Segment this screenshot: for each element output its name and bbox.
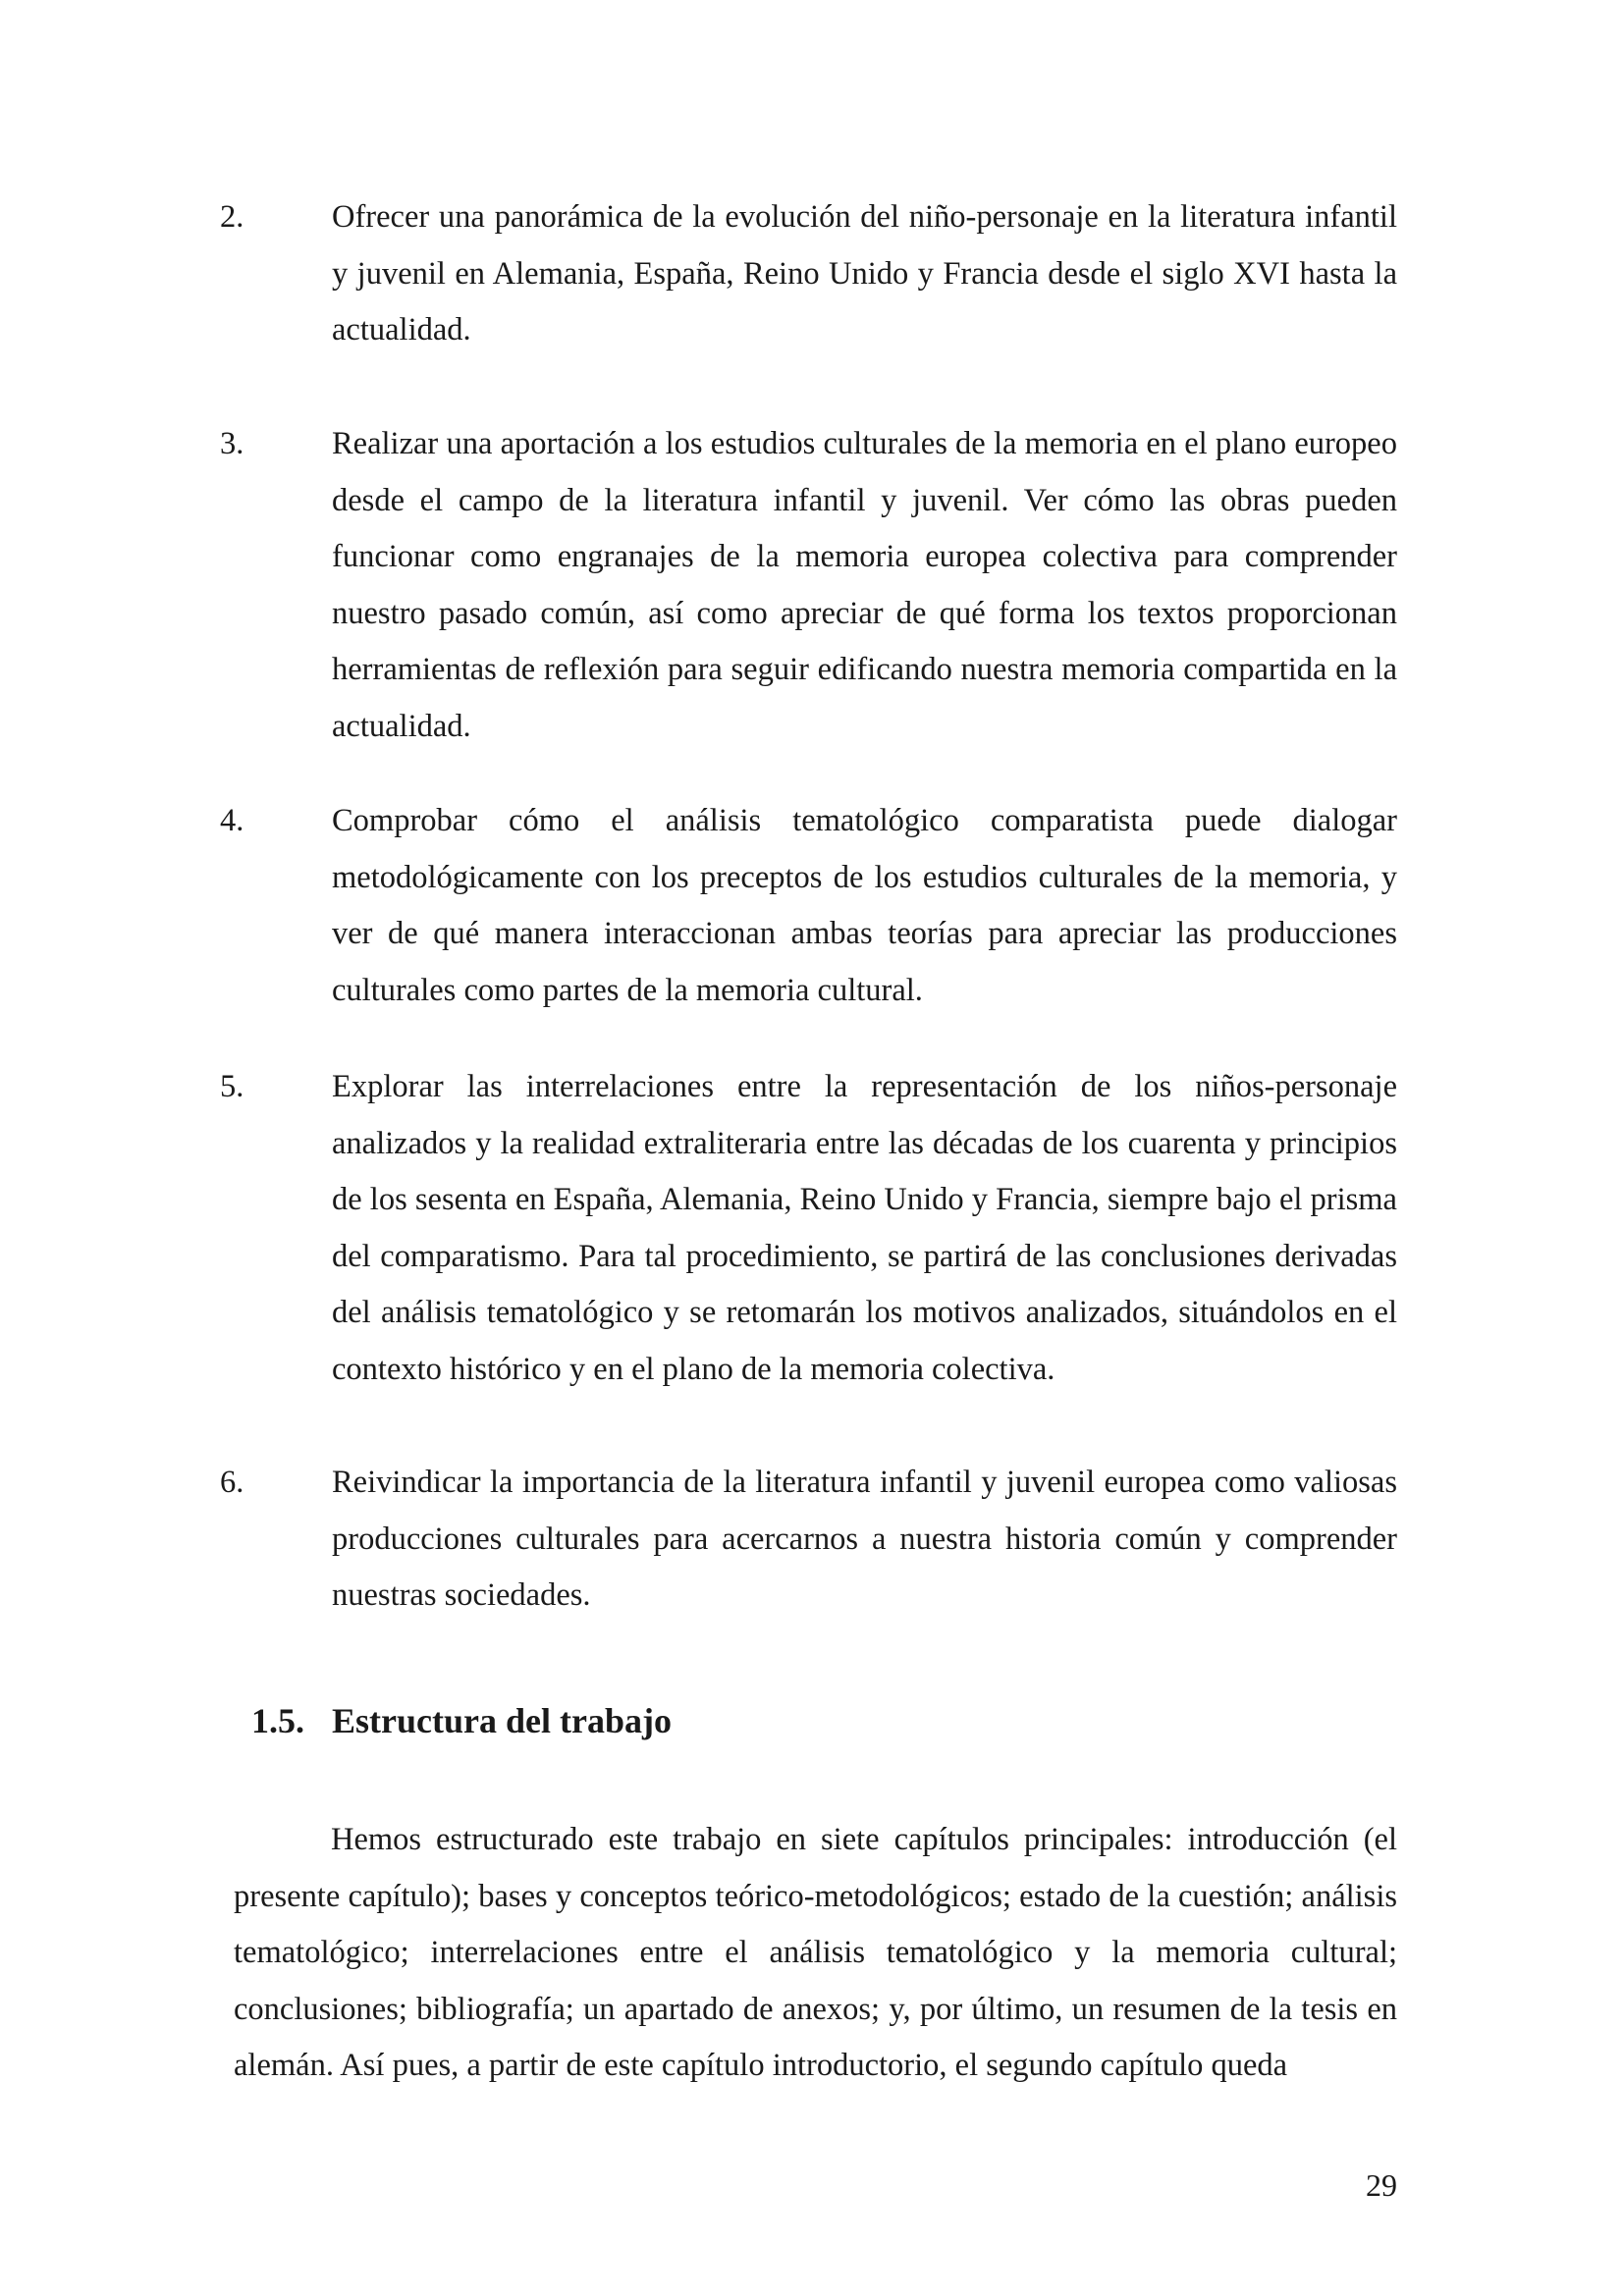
section-title: Estructura del trabajo bbox=[332, 1701, 672, 1740]
list-text: Explorar las interrelaciones entre la representación de los niños-personaje analizados y la realidad extraliteraria entre las décadas de los cuarenta y principios de los sesenta en España, Alemania, Reino Unido y Francia, siempre bajo el prisma del comparatismo. Para tal procedimiento, se partirá de las conclusiones derivadas del análisis tematológico y se retomarán los motivos analizados, situándolos en el contexto histórico y en el plano de la memoria colectiva. bbox=[332, 1069, 1397, 1387]
body-paragraph: Hemos estructurado este trabajo en siete capítulos principales: introducción (el presente capítulo); bases y conceptos teórico-metodológicos; estado de la cuestión; análisis tematológico; interrelaciones entre el análisis tematológico y la memoria cultural; conclusiones; bibliografía; un apartado de anexos; y, por último, un resumen de la tesis en alemán. Así pues, a partir de este capítulo introductorio, el segundo capítulo queda bbox=[234, 1822, 1397, 2083]
list-text: Ofrecer una panorámica de la evolución del niño-personaje en la literatura infantil y juvenil en Alemania, España, Reino Unido y Francia desde el siglo XVI hasta la actualidad. bbox=[332, 199, 1397, 347]
section-number: 1.5. bbox=[251, 1701, 304, 1740]
objective-item-2 bbox=[220, 189, 1397, 359]
list-number: 6. bbox=[220, 1465, 244, 1500]
list-number: 5. bbox=[220, 1069, 244, 1104]
list-text: Realizar una aportación a los estudios culturales de la memoria en el plano europeo desde el campo de la literatura infantil y juvenil. Ver cómo las obras pueden funcionar como engranajes de la memoria europea colectiva para comprender nuestro pasado común, así como apreciar de qué forma los textos proporcionan herramientas de reflexión para seguir edificando nuestra memoria compartida en la actualidad. bbox=[332, 426, 1397, 744]
objective-item-3 bbox=[220, 416, 1397, 755]
list-number: 4. bbox=[220, 803, 244, 838]
section-heading bbox=[251, 1696, 672, 1745]
objective-item-6 bbox=[220, 1455, 1397, 1625]
list-text: Comprobar cómo el análisis tematológico comparatista puede dialogar metodológicamente con los preceptos de los estudios culturales de la memoria, y ver de qué manera interaccionan ambas teorías para apreciar las producciones culturales como partes de la memoria cultural. bbox=[332, 803, 1397, 1008]
page-number: 29 bbox=[1366, 2167, 1397, 2203]
list-text: Reivindicar la importancia de la literatura infantil y juvenil europea como valiosas producciones culturales para acercarnos a nuestra historia común y comprender nuestras sociedades. bbox=[332, 1465, 1397, 1613]
objective-item-4 bbox=[220, 793, 1397, 1019]
list-number: 2. bbox=[220, 199, 244, 235]
objective-item-5 bbox=[220, 1059, 1397, 1398]
list-number: 3. bbox=[220, 426, 244, 461]
